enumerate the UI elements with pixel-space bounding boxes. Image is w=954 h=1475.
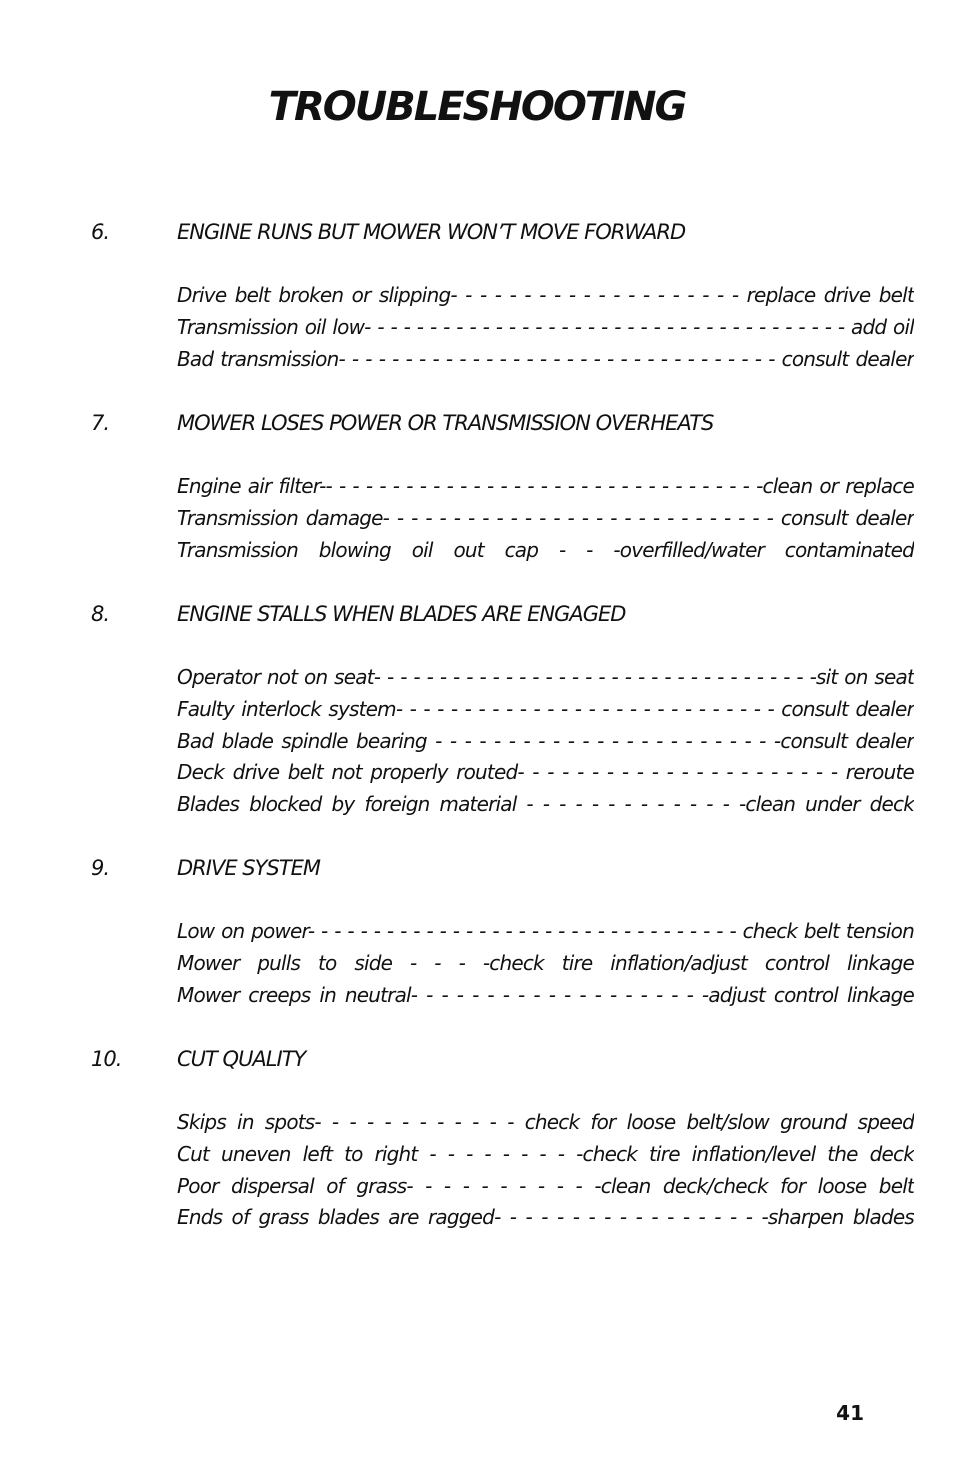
list-item: Blades blocked by foreign material - - - - - - - - - - - - - -clean under deck bbox=[177, 792, 914, 817]
list-item: Skips in spots- - - - - - - - - - - - check for loose belt/slow ground speed bbox=[177, 1110, 914, 1134]
section-8 bbox=[0, 598, 954, 817]
list-item: Bad transmission- - - - - - - - - - - - - - - - - - - - - - - - - - - - - - - - - consult dealer bbox=[177, 346, 914, 371]
list-item: Drive belt broken or slipping- - - - - - - - - - - - - - - - - - - - replace drive belt bbox=[177, 283, 914, 307]
list-item: Cut uneven left to right - - - - - - - - -check tire inflation/level the deck bbox=[177, 1141, 914, 1166]
section-heading bbox=[0, 407, 954, 439]
section-heading bbox=[0, 598, 954, 630]
list-item: Transmission damage- - - - - - - - - - - - - - - - - - - - - - - - - - - - consult dealer bbox=[177, 505, 914, 530]
list-item: Ends of grass blades are ragged- - - - - - - - - - - - - - - - - -sharpen blades bbox=[177, 1205, 914, 1230]
list-item: Mower pulls to side - - - -check tire inflation/adjust control linkage bbox=[177, 950, 914, 975]
list-item: Low on power- - - - - - - - - - - - - - - - - - - - - - - - - - - - - - - - - check belt tension bbox=[177, 919, 914, 943]
item-list bbox=[177, 916, 914, 1011]
section-number: 8. bbox=[91, 602, 110, 626]
section-heading bbox=[0, 852, 954, 884]
section-title: DRIVE SYSTEM bbox=[177, 856, 320, 880]
section-number: 7. bbox=[91, 411, 110, 435]
list-item: Deck drive belt not properly routed- - - - - - - - - - - - - - - - - - - - - - reroute bbox=[177, 760, 914, 785]
list-item: Mower creeps in neutral- - - - - - - - - - - - - - - - - - - -adjust control linkage bbox=[177, 982, 914, 1007]
page-number: 41 bbox=[836, 1401, 864, 1425]
page-title: TROUBLESHOOTING bbox=[268, 84, 686, 130]
section-7 bbox=[0, 407, 954, 562]
item-list bbox=[177, 471, 914, 566]
item-list bbox=[177, 1107, 914, 1234]
item-list bbox=[177, 280, 914, 375]
section-title: ENGINE RUNS BUT MOWER WON’T MOVE FORWARD bbox=[177, 220, 686, 244]
section-number: 9. bbox=[91, 856, 110, 880]
section-heading bbox=[0, 1043, 954, 1075]
item-list bbox=[177, 662, 914, 821]
list-item: Transmission blowing oil out cap - - -overfilled/water contaminated bbox=[177, 537, 914, 562]
section-heading bbox=[0, 216, 954, 248]
section-9 bbox=[0, 852, 954, 1007]
section-title: MOWER LOSES POWER OR TRANSMISSION OVERHEATS bbox=[177, 411, 714, 435]
list-item: Operator not on seat- - - - - - - - - - - - - - - - - - - - - - - - - - - - - - - - - -sit on seat bbox=[177, 665, 914, 689]
section-number: 6. bbox=[91, 220, 110, 244]
section-number: 10. bbox=[91, 1047, 122, 1071]
list-item: Faulty interlock system- - - - - - - - - - - - - - - - - - - - - - - - - - - - consult dealer bbox=[177, 696, 914, 721]
list-item: Bad blade spindle bearing - - - - - - - - - - - - - - - - - - - - - - - -consult dealer bbox=[177, 728, 914, 753]
list-item: Poor dispersal of grass- - - - - - - - - - -clean deck/check for loose belt bbox=[177, 1173, 914, 1198]
section-10 bbox=[0, 1043, 954, 1230]
section-title: ENGINE STALLS WHEN BLADES ARE ENGAGED bbox=[177, 602, 626, 626]
section-title: CUT QUALITY bbox=[177, 1047, 306, 1071]
list-item: Transmission oil low- - - - - - - - - - - - - - - - - - - - - - - - - - - - - - - - - - - - - add oil bbox=[177, 314, 914, 339]
list-item: Engine air filter-- - - - - - - - - - - - - - - - - - - - - - - - - - - - - - - - -clean or replace bbox=[177, 474, 914, 498]
section-6 bbox=[0, 216, 954, 371]
